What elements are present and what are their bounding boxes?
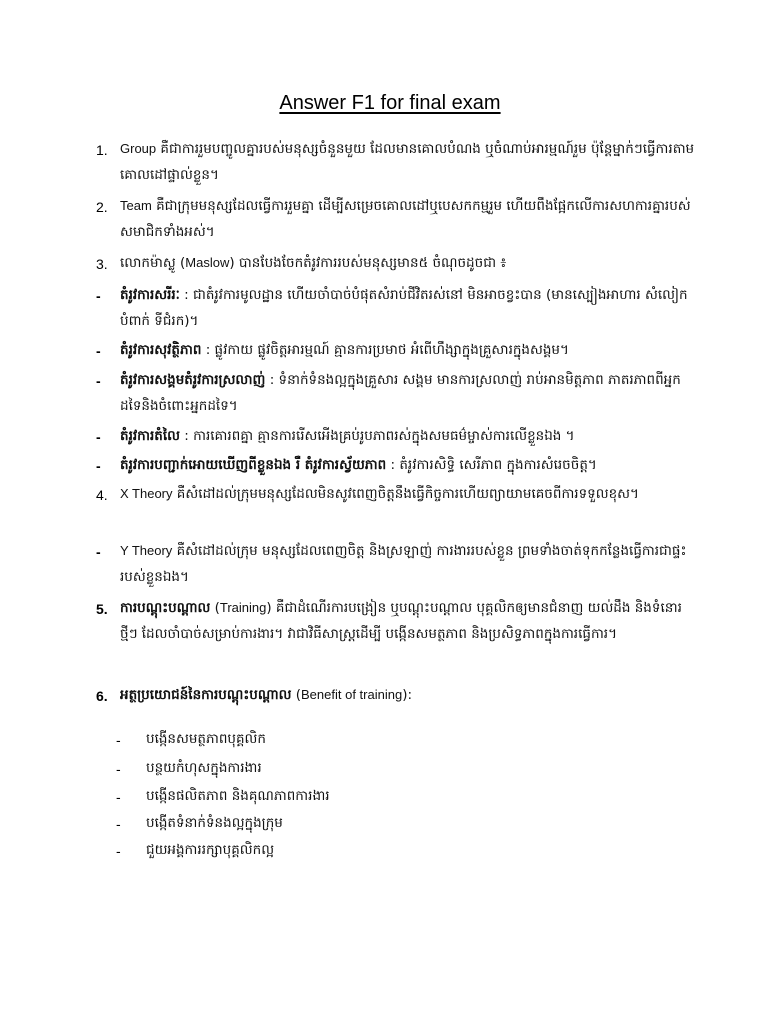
paren-open: ( [210, 600, 220, 616]
dash-marker: - [96, 343, 101, 359]
definition-text: : តំរូវការសិទ្ធិ សេរីភាព ក្នុងការសំរេចចិត្ត។ [386, 457, 597, 473]
list-marker: 5. [96, 601, 108, 617]
definition-text: គឺសំដៅដល់ក្រុម មនុស្សដែលពេញចិត្ត និងស្រឡាញ់ ការងាររបស់ខ្លួន ព្រមទាំងចាត់ទុកកន្លែងធ្វើការជាផ្ទះរបស់ខ្លួនឯង។ [120, 543, 687, 585]
definition-text: ) បានបែងចែកតំរូវការរបស់មនុស្សមាន៥ ចំណុចដូចជា ៖ [229, 255, 507, 271]
list-item-text [120, 250, 695, 276]
term-en: Maslow [185, 255, 230, 270]
term-heading: ការបណ្តុះបណ្តាល [120, 600, 211, 616]
list-item-text [120, 423, 695, 449]
dash-marker: - [116, 789, 121, 805]
list-marker: 2. [96, 199, 108, 215]
list-item-text [120, 282, 695, 334]
dash-marker: - [96, 458, 101, 474]
term-en: Team [120, 198, 152, 213]
dash-marker: - [116, 816, 121, 832]
dash-marker: - [116, 761, 121, 777]
term-en: Y Theory [120, 543, 173, 558]
term-en: Benefit of training [301, 687, 403, 702]
definition-text: គឺជាក្រុមមនុស្សដែលធ្វើការរួមគ្នា ដើម្បីសម្រេចគោលដៅឬបេសកកម្មរួម ហើយពឹងផ្អែកលើការសហការគ្នារបស់សមាជិកទាំងអស់។ [120, 198, 691, 240]
list-marker: 1. [96, 142, 108, 158]
paren-open: ( [291, 687, 302, 703]
list-item-text [120, 538, 695, 590]
definition-text: គឺសំដៅដល់ក្រុមមនុស្សដែលមិនសូវពេញចិត្តនឹងធ្វើកិច្ចការហើយព្យាយាមគេចពីការទទួលខុស។ [172, 486, 639, 502]
benefit-text: បង្កើតទំនាក់ទំនងល្អក្នុងក្រុម [146, 815, 283, 831]
list-item-text [120, 481, 695, 507]
need-heading: តំរូវការបញ្ជាក់អោយឃើញពីខ្លួនឯង រឺ តំរូវការស្វ័យភាព [120, 457, 387, 473]
list-marker: 6. [96, 688, 108, 704]
definition-text: : ការគោរពគ្នា គ្មានការរើសអើងគ្រប់រូបភាពរស់ក្នុងសមធម៌ម្ចាស់ការលើខ្លួនឯង ។ [180, 428, 575, 444]
dash-marker: - [96, 288, 101, 304]
term-en: Group [120, 141, 157, 156]
intro-text: លោកម៉ាស្លូ ( [120, 255, 186, 271]
definition-text: : ទំនាក់ទំនងល្អក្នុងគ្រួសារ សង្គម មានការស្រលាញ់ រាប់អានមិត្តភាព ភាតរភាពពីអ្នកដទៃនិងចំពោះអ្នកដទៃ។ [120, 372, 681, 414]
list-item-text [120, 595, 695, 647]
list-item-text [120, 682, 695, 708]
dash-marker: - [96, 429, 101, 445]
term-heading: អត្ថប្រយោជន៍នៃការបណ្តុះបណ្តាល [120, 687, 292, 703]
need-heading: តំរូវការសរីរៈ [120, 287, 180, 303]
definition-text: ) គឺជាដំណើរការបង្រៀន ឬបណ្តុះបណ្តាល បុគ្គលិកឲ្យមានជំនាញ យល់ដឹង និងទំនោរថ្មីៗ ដែលចាំបាច់សម្រាប់ការងារ។ វាជាវិធីសាស្ត្រដើម្បី បង្កើនសមត្ថភាព និងប្រសិទ្ធភាពក្នុងការធ្វើការ។ [120, 600, 682, 642]
list-item-text [120, 136, 695, 188]
list-marker: 4. [96, 487, 108, 503]
list-marker: 3. [96, 256, 108, 272]
definition-text: : ផ្លូវកាយ ផ្លូវចិត្តអារម្មណ៍ គ្មានការប្រមាថ អំពើហឹង្សាក្នុងគ្រួសារក្នុងសង្គម។ [201, 342, 569, 358]
list-item-text [120, 337, 695, 363]
dash-marker: - [96, 373, 101, 389]
list-item-text [120, 452, 695, 478]
need-heading: តំរូវការសង្គមតំរូវការស្រលាញ់ [120, 372, 266, 388]
need-heading: តំរូវការសុវត្ថិភាព [120, 342, 202, 358]
benefit-text: បង្កើនសមត្ថភាពបុគ្គលិក [146, 731, 266, 747]
list-item-text [120, 193, 695, 245]
dash-marker: - [96, 544, 101, 560]
benefit-text: ជួយអង្គការរក្សាបុគ្គលិកល្អ [146, 842, 275, 858]
definition-text: : ជាតំរូវការមូលដ្ឋាន ហើយចាំបាច់បំផុតសំរាប់ជីវិតរស់នៅ មិនអាចខ្វះបាន (មានស្បៀងអាហារ សំលៀកបំពាក់ ទីជំរក)។ [120, 287, 688, 329]
dash-marker: - [116, 732, 121, 748]
dash-marker: - [116, 843, 121, 859]
definition-text: ): [402, 687, 413, 703]
term-en: Training [219, 600, 267, 615]
list-item-text [120, 367, 695, 419]
benefit-text: បន្ថយកំហុសក្នុងការងារ [146, 760, 262, 776]
document-title: Answer F1 for final exam [279, 92, 501, 114]
need-heading: តំរូវការតំលៃ [120, 428, 180, 444]
term-en: X Theory [120, 486, 173, 501]
definition-text: គឺជាការរួមបញ្ចូលគ្នារបស់មនុស្សចំនួនមួយ ដែលមានគោលបំណង ឬចំណាប់អារម្មណ៍រួម ប៉ុន្តែម្នាក់ៗធ្វើការតាមគោលដៅផ្ទាល់ខ្លួន។ [120, 141, 695, 183]
benefit-text: បង្កើនផលិតភាព និងគុណភាពការងារ [146, 788, 330, 804]
